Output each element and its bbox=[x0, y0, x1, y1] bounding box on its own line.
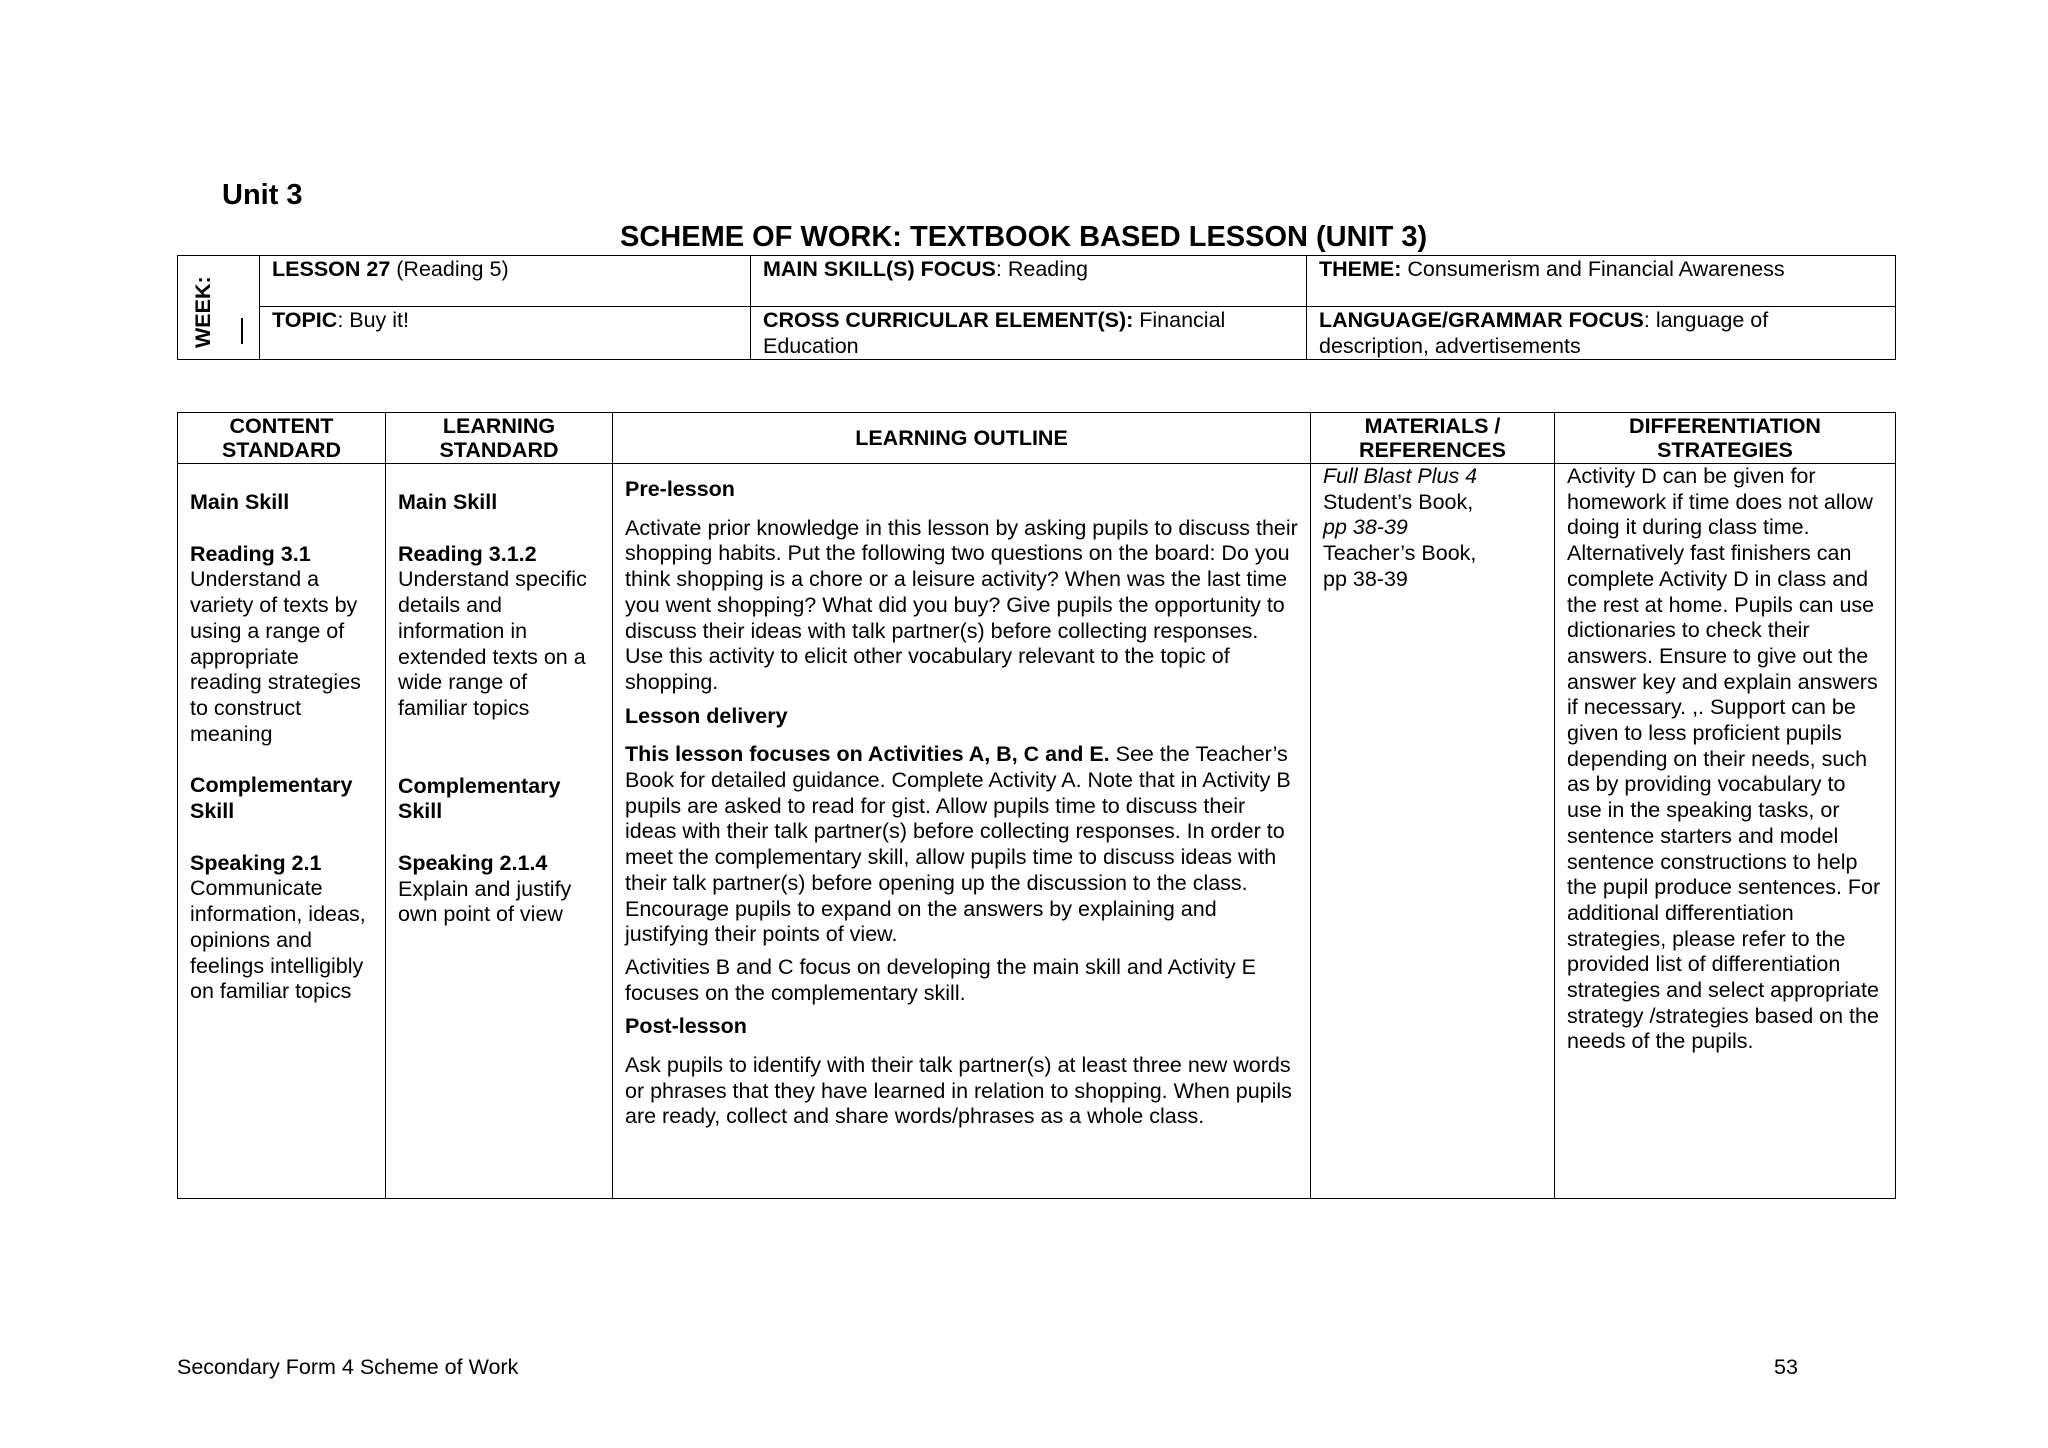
materials-teachers-pages: pp 38-39 bbox=[1323, 566, 1408, 591]
lesson-cell bbox=[260, 256, 751, 307]
language-focus-cell bbox=[1307, 307, 1896, 360]
materials-students-book: Student’s Book, bbox=[1323, 489, 1474, 514]
topic-cell bbox=[260, 307, 751, 360]
pre-lesson-text: Activate prior knowledge in this lesson by asking pupils to discuss their shopping habits. Put the following two questions on the board: Do you think shopping is a chore or a leisure activity? When was the last time you went shopping? What did you buy? Give pupils the opportunity to discuss their ideas with talk partner(s) before collecting responses. Use this activity to elicit other vocabulary relevant to the topic of shopping. bbox=[625, 515, 1298, 694]
lesson-label: LESSON 27 bbox=[272, 257, 391, 281]
content-comp-code: Speaking 2.1 bbox=[190, 850, 322, 875]
week-label: WEEK: bbox=[191, 276, 215, 348]
cross-curricular-cell bbox=[751, 307, 1307, 360]
scheme-title: SCHEME OF WORK: TEXTBOOK BASED LESSON (UNIT 3) bbox=[620, 221, 1428, 253]
unit-label: Unit 3 bbox=[222, 179, 303, 211]
lesson-value: (Reading 5) bbox=[390, 257, 509, 281]
learning-outline-cell bbox=[613, 464, 1311, 1199]
language-focus-label: LANGUAGE/GRAMMAR FOCUS bbox=[1319, 308, 1644, 332]
theme-label: THEME: bbox=[1319, 257, 1402, 281]
main-skill-label: MAIN SKILL(S) FOCUS bbox=[763, 257, 996, 281]
lesson-delivery-text bbox=[625, 742, 1298, 948]
lesson-delivery-text-2: Activities B and C focus on developing the main skill and Activity E focuses on the complementary skill. bbox=[625, 954, 1256, 1005]
scheme-table bbox=[177, 412, 1896, 1199]
learning-main-code: Reading 3.1.2 bbox=[398, 541, 537, 566]
learning-standard-cell bbox=[386, 464, 613, 1199]
main-skill-value: : Reading bbox=[995, 257, 1088, 281]
lesson-delivery-focus: This lesson focuses on Activities A, B, C and E. bbox=[625, 742, 1110, 767]
materials-book-title: Full Blast Plus 4 bbox=[1323, 464, 1478, 488]
week-value-mark bbox=[241, 318, 243, 344]
col-header-learning-outline: LEARNING OUTLINE bbox=[613, 413, 1311, 464]
pre-lesson-heading: Pre-lesson bbox=[625, 477, 735, 501]
differentiation-cell bbox=[1555, 464, 1896, 1199]
col-header-learning-standard: LEARNING STANDARD bbox=[386, 413, 613, 464]
lesson-header-table bbox=[177, 255, 1896, 360]
footer-left: Secondary Form 4 Scheme of Work bbox=[177, 1355, 519, 1379]
col-header-materials: MATERIALS / REFERENCES bbox=[1311, 413, 1555, 464]
learning-comp-heading: Complementary Skill bbox=[398, 773, 561, 824]
post-lesson-text: Ask pupils to identify with their talk partner(s) at least three new words or phrases that they have learned in relation to shopping. When pupils are ready, collect and share words/phrases as a whole class. bbox=[625, 1053, 1292, 1129]
week-cell bbox=[178, 256, 260, 360]
content-main-text: Understand a variety of texts by using a range of appropriate reading strategies to construct meaning bbox=[190, 567, 361, 746]
differentiation-text: Activity D can be given for homework if time does not allow doing it during class time. Alternatively fast finishers can complete Activity D in class and the rest at home. Pupils can use dictionaries to check their answers. Ensure to give out the answer key and explain answers if necessary. ,. Support can be given to less proficient pupils depending on their needs, such as by providing vocabulary to use in the speaking tasks, or sentence starters and model sentence constructions to help the pupil produce sentences. For additional differentiation strategies, please refer to the provided list of differentiation strategies and select appropriate strategy /strategies based on the needs of the pupils. bbox=[1567, 464, 1881, 1054]
learning-main-text: Understand specific details and information in extended texts on a wide range of familiar topics bbox=[398, 567, 587, 720]
language-focus-value: : language of description, advertisements bbox=[1319, 308, 1769, 358]
theme-value: Consumerism and Financial Awareness bbox=[1401, 257, 1785, 281]
content-comp-heading: Complementary Skill bbox=[190, 773, 353, 824]
cross-curricular-label: CROSS CURRICULAR ELEMENT(S): bbox=[763, 308, 1134, 332]
post-lesson-heading: Post-lesson bbox=[625, 1014, 747, 1039]
topic-label: TOPIC bbox=[272, 308, 338, 332]
materials-students-pages: pp 38-39 bbox=[1323, 515, 1408, 540]
content-main-skill-heading: Main Skill bbox=[190, 490, 290, 514]
page-number: 53 bbox=[1774, 1355, 1798, 1379]
lesson-delivery-body: See the Teacher’s Book for detailed guidance. Complete Activity A. Note that in Activity B pupils are asked to read for gist. Allow pupils time to discuss their ideas with their talk partner(s) before collecting responses. In order to meet the complementary skill, allow pupils time to discuss ideas with their talk partner(s) before opening up the discussion to the class. Encourage pupils to expand on the answers by explaining and justifying their points of view. bbox=[625, 742, 1291, 947]
content-comp-text: Communicate information, ideas, opinions and feelings intelligibly on familiar topics bbox=[190, 876, 366, 1004]
theme-cell bbox=[1307, 256, 1896, 307]
col-header-content-standard: CONTENT STANDARD bbox=[178, 413, 386, 464]
col-header-differentiation: DIFFERENTIATION STRATEGIES bbox=[1555, 413, 1896, 464]
materials-cell bbox=[1311, 464, 1555, 1199]
cross-curricular-value: Financial Education bbox=[763, 308, 1226, 358]
content-main-code: Reading 3.1 bbox=[190, 541, 311, 566]
learning-comp-code: Speaking 2.1.4 bbox=[398, 851, 548, 876]
learning-comp-text: Explain and justify own point of view bbox=[398, 876, 572, 927]
topic-value: : Buy it! bbox=[337, 308, 410, 332]
main-skill-cell bbox=[751, 256, 1307, 307]
lesson-delivery-heading: Lesson delivery bbox=[625, 703, 788, 728]
content-standard-cell bbox=[178, 464, 386, 1199]
learning-main-skill-heading: Main Skill bbox=[398, 490, 498, 514]
materials-teachers-book: Teacher’s Book, bbox=[1323, 541, 1477, 566]
